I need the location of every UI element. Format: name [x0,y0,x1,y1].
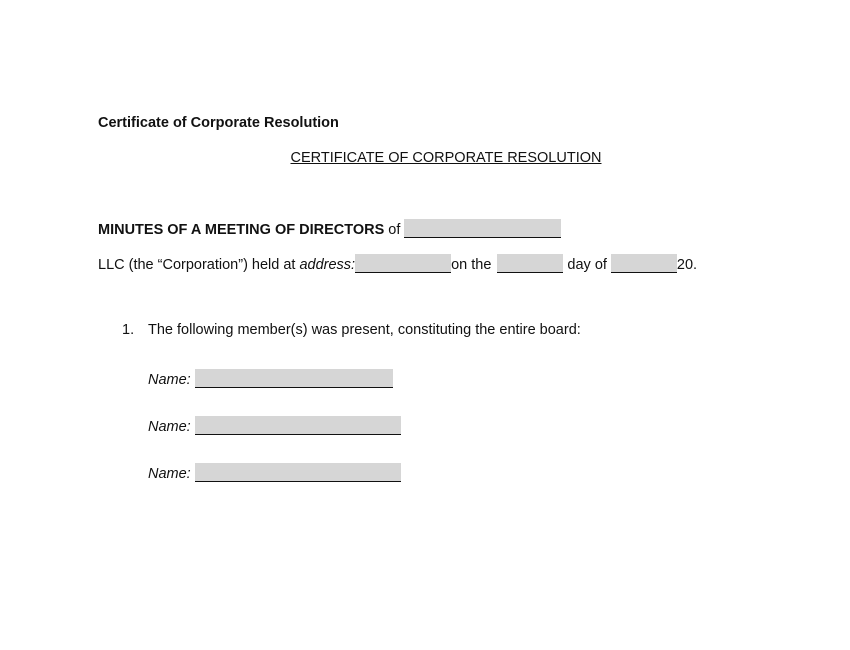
list-item-text: The following member(s) was present, constituting the entire board: [148,322,581,338]
minutes-heading: MINUTES OF A MEETING OF DIRECTORS [98,222,385,238]
name-row-1 [148,366,393,388]
name-label: Name: [148,372,191,388]
list-item-1 [122,322,581,338]
name-field-1[interactable] [195,369,393,388]
name-field-3[interactable] [195,463,401,482]
year-suffix: 20. [676,257,698,273]
of-text: of [388,222,401,238]
name-label: Name: [148,419,191,435]
document-title: Certificate of Corporate Resolution [98,115,339,131]
address-label: address: [299,257,356,273]
day-field[interactable] [497,254,563,273]
day-of-text: day of [567,257,607,273]
certificate-heading: CERTIFICATE OF CORPORATE RESOLUTION [290,150,602,166]
on-the-text: on the [451,257,492,273]
month-field[interactable] [611,254,677,273]
name-row-2 [148,413,401,435]
name-label: Name: [148,466,191,482]
name-row-3 [148,460,401,482]
name-field-2[interactable] [195,416,401,435]
llc-prefix: LLC (the “Corporation”) held at [98,257,296,273]
company-name-field[interactable] [404,219,561,238]
minutes-line [98,216,561,238]
list-number: 1. [122,322,135,338]
llc-line [98,251,697,273]
address-field[interactable] [355,254,451,273]
